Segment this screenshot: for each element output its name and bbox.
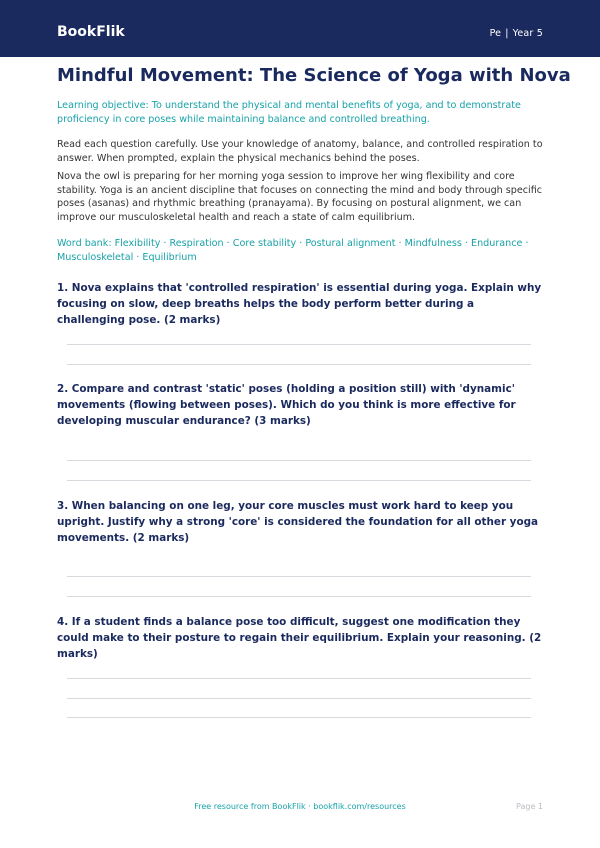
header-bar	[0, 0, 600, 57]
answer-line[interactable]	[67, 698, 531, 699]
footer-resource: Free resource from BookFlik · bookflik.com/resources	[194, 802, 406, 811]
page-number: Page 1	[516, 802, 543, 811]
learning-objective: Learning objective: To understand the physical and mental benefits of yoga, and to demonstrate proficiency in core poses while maintaining balance and controlled breathing.	[57, 100, 521, 125]
question-1: 1. Nova explains that 'controlled respiration' is essential during yoga. Explain why focusing on slow, deep breaths helps the body perform better during a challenging pose. (2 marks)	[57, 282, 542, 326]
instructions: Read each question carefully. Use your knowledge of anatomy, balance, and controlled respiration to answer. When prompted, explain the physical mechanics behind the poses.	[57, 139, 543, 164]
answer-line[interactable]	[67, 678, 531, 679]
answer-line[interactable]	[67, 480, 531, 481]
year-label: Year 5	[512, 28, 543, 39]
answer-line[interactable]	[67, 460, 531, 461]
question-4: 4. If a student finds a balance pose too difficult, suggest one modification they could make to their posture to regain their equilibrium. Explain your reasoning. (2 marks)	[57, 616, 542, 660]
page-title: Mindful Movement: The Science of Yoga with Nova	[57, 65, 571, 86]
meta-separator: |	[505, 28, 509, 39]
question-3: 3. When balancing on one leg, your core muscles must work hard to keep you upright. Justify why a strong 'core' is considered the foundation for all other yoga movements. (2 marks)	[57, 500, 539, 544]
story-paragraph: Nova the owl is preparing for her morning yoga session to improve her wing flexibility and core stability. Yoga is an ancient discipline that focuses on connecting the mind and body through specific poses (asanas) and rhythmic breathing (pranayama). By focusing on postural alignment, we can improve our musculoskeletal health and reach a state of calm equilibrium.	[57, 171, 543, 223]
answer-line[interactable]	[67, 344, 531, 345]
subject-year	[490, 28, 543, 39]
answer-line[interactable]	[67, 364, 531, 365]
word-bank: Word bank: Flexibility · Respiration · Core stability · Postural alignment · Mindfulness · Endurance · Musculoskeletal · Equilibrium	[57, 238, 529, 263]
answer-line[interactable]	[67, 576, 531, 577]
question-2: 2. Compare and contrast 'static' poses (holding a position still) with 'dynamic' movements (flowing between poses). Which do you think is more effective for developing muscular endurance? (3 marks)	[57, 383, 516, 427]
answer-line[interactable]	[67, 596, 531, 597]
brand-logo: BookFlik	[57, 24, 125, 40]
answer-line[interactable]	[67, 717, 531, 718]
subject-label: Pe	[489, 28, 502, 39]
